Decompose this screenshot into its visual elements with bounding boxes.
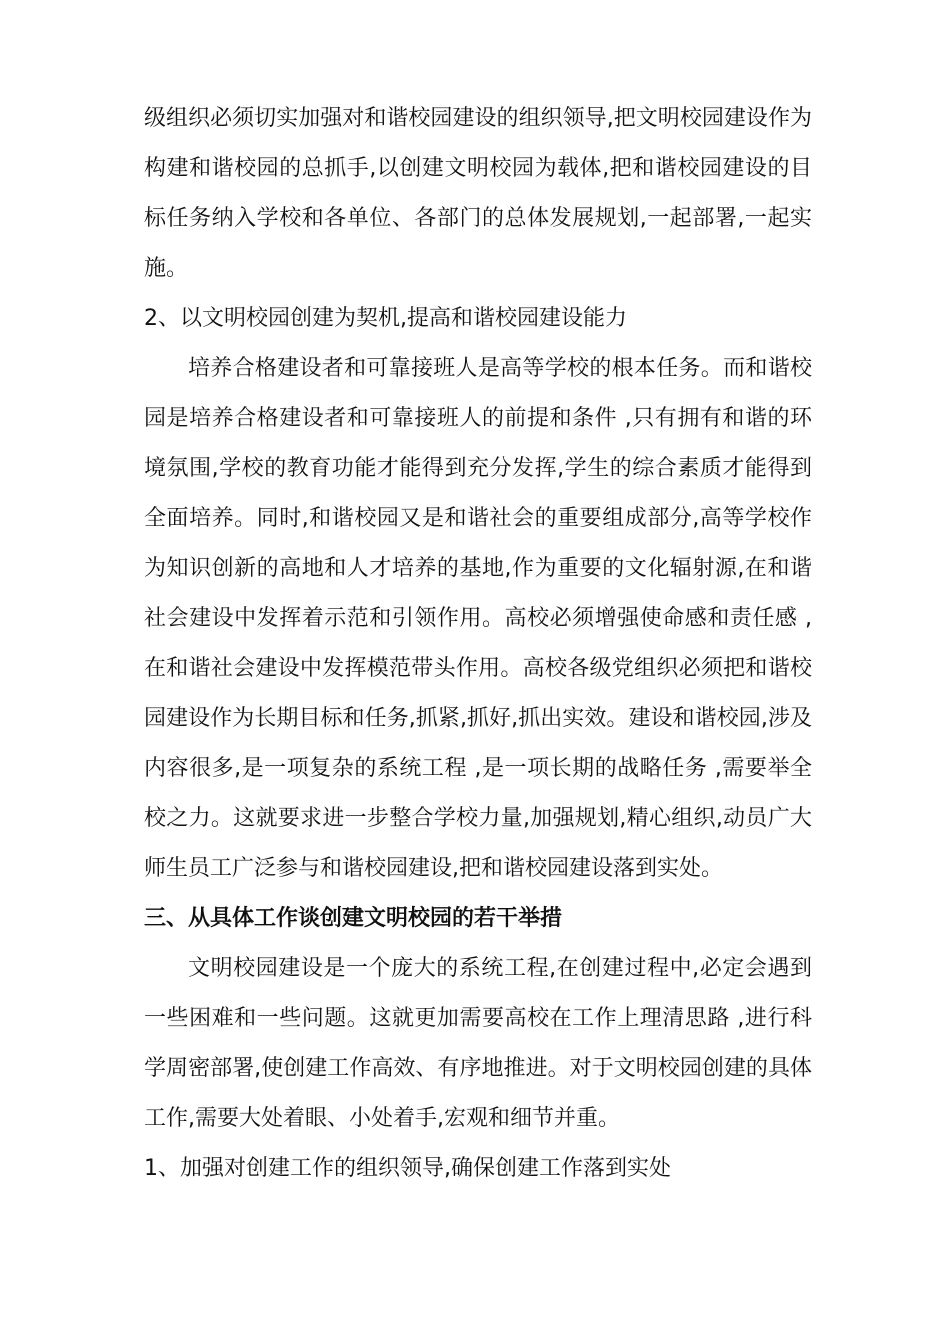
document-body	[144, 94, 812, 1194]
body-paragraph-harmonious-campus: 培养合格建设者和可靠接班人是高等学校的根本任务。而和谐校园是培养合格建设者和可靠接班人的前提和条件 ,只有拥有和谐的环境氛围,学校的教育功能才能得到充分发挥,学生的综合素质才能得到全面培养。同时,和谐校园又是和谐社会的重要组成部分,高等学校作为知识创新的高地和人才培养的基地,作为重要的文化辐射源,在和谐社会建设中发挥着示范和引领作用。高校必须增强使命感和责任感 ,在和谐社会建设中发挥模范带头作用。高校各级党组织必须把和谐校园建设作为长期目标和任务,抓紧,抓好,抓出实效。建设和谐校园,涉及内容很多,是一项复杂的系统工程 ,是一项长期的战略任务 ,需要举全校之力。这就要求进一步整合学校力量,加强规划,精心组织,动员广大师生员工广泛参与和谐校园建设,把和谐校园建设落到实处。	[144, 356, 812, 881]
body-paragraph-civilized-campus: 文明校园建设是一个庞大的系统工程,在创建过程中,必定会遇到一些困难和一些问题。这就更加需要高校在工作上理清思路 ,进行科学周密部署,使创建工作高效、有序地推进。对于文明校园创建的具体工作,需要大处着眼、小处着手,宏观和细节并重。	[144, 956, 812, 1131]
section-heading-3: 三、从具体工作谈创建文明校园的若干举措	[144, 906, 563, 931]
body-paragraph-continuation: 级组织必须切实加强对和谐校园建设的组织领导,把文明校园建设作为构建和谐校园的总抓手,以创建文明校园为载体,把和谐校园建设的目标任务纳入学校和各单位、各部门的总体发展规划,一起部署,一起实施。	[144, 106, 812, 281]
section-subheading-2: 2、以文明校园创建为契机,提高和谐校园建设能力	[144, 306, 627, 331]
section-subheading-1: 1、加强对创建工作的组织领导,确保创建工作落到实处	[144, 1156, 671, 1181]
